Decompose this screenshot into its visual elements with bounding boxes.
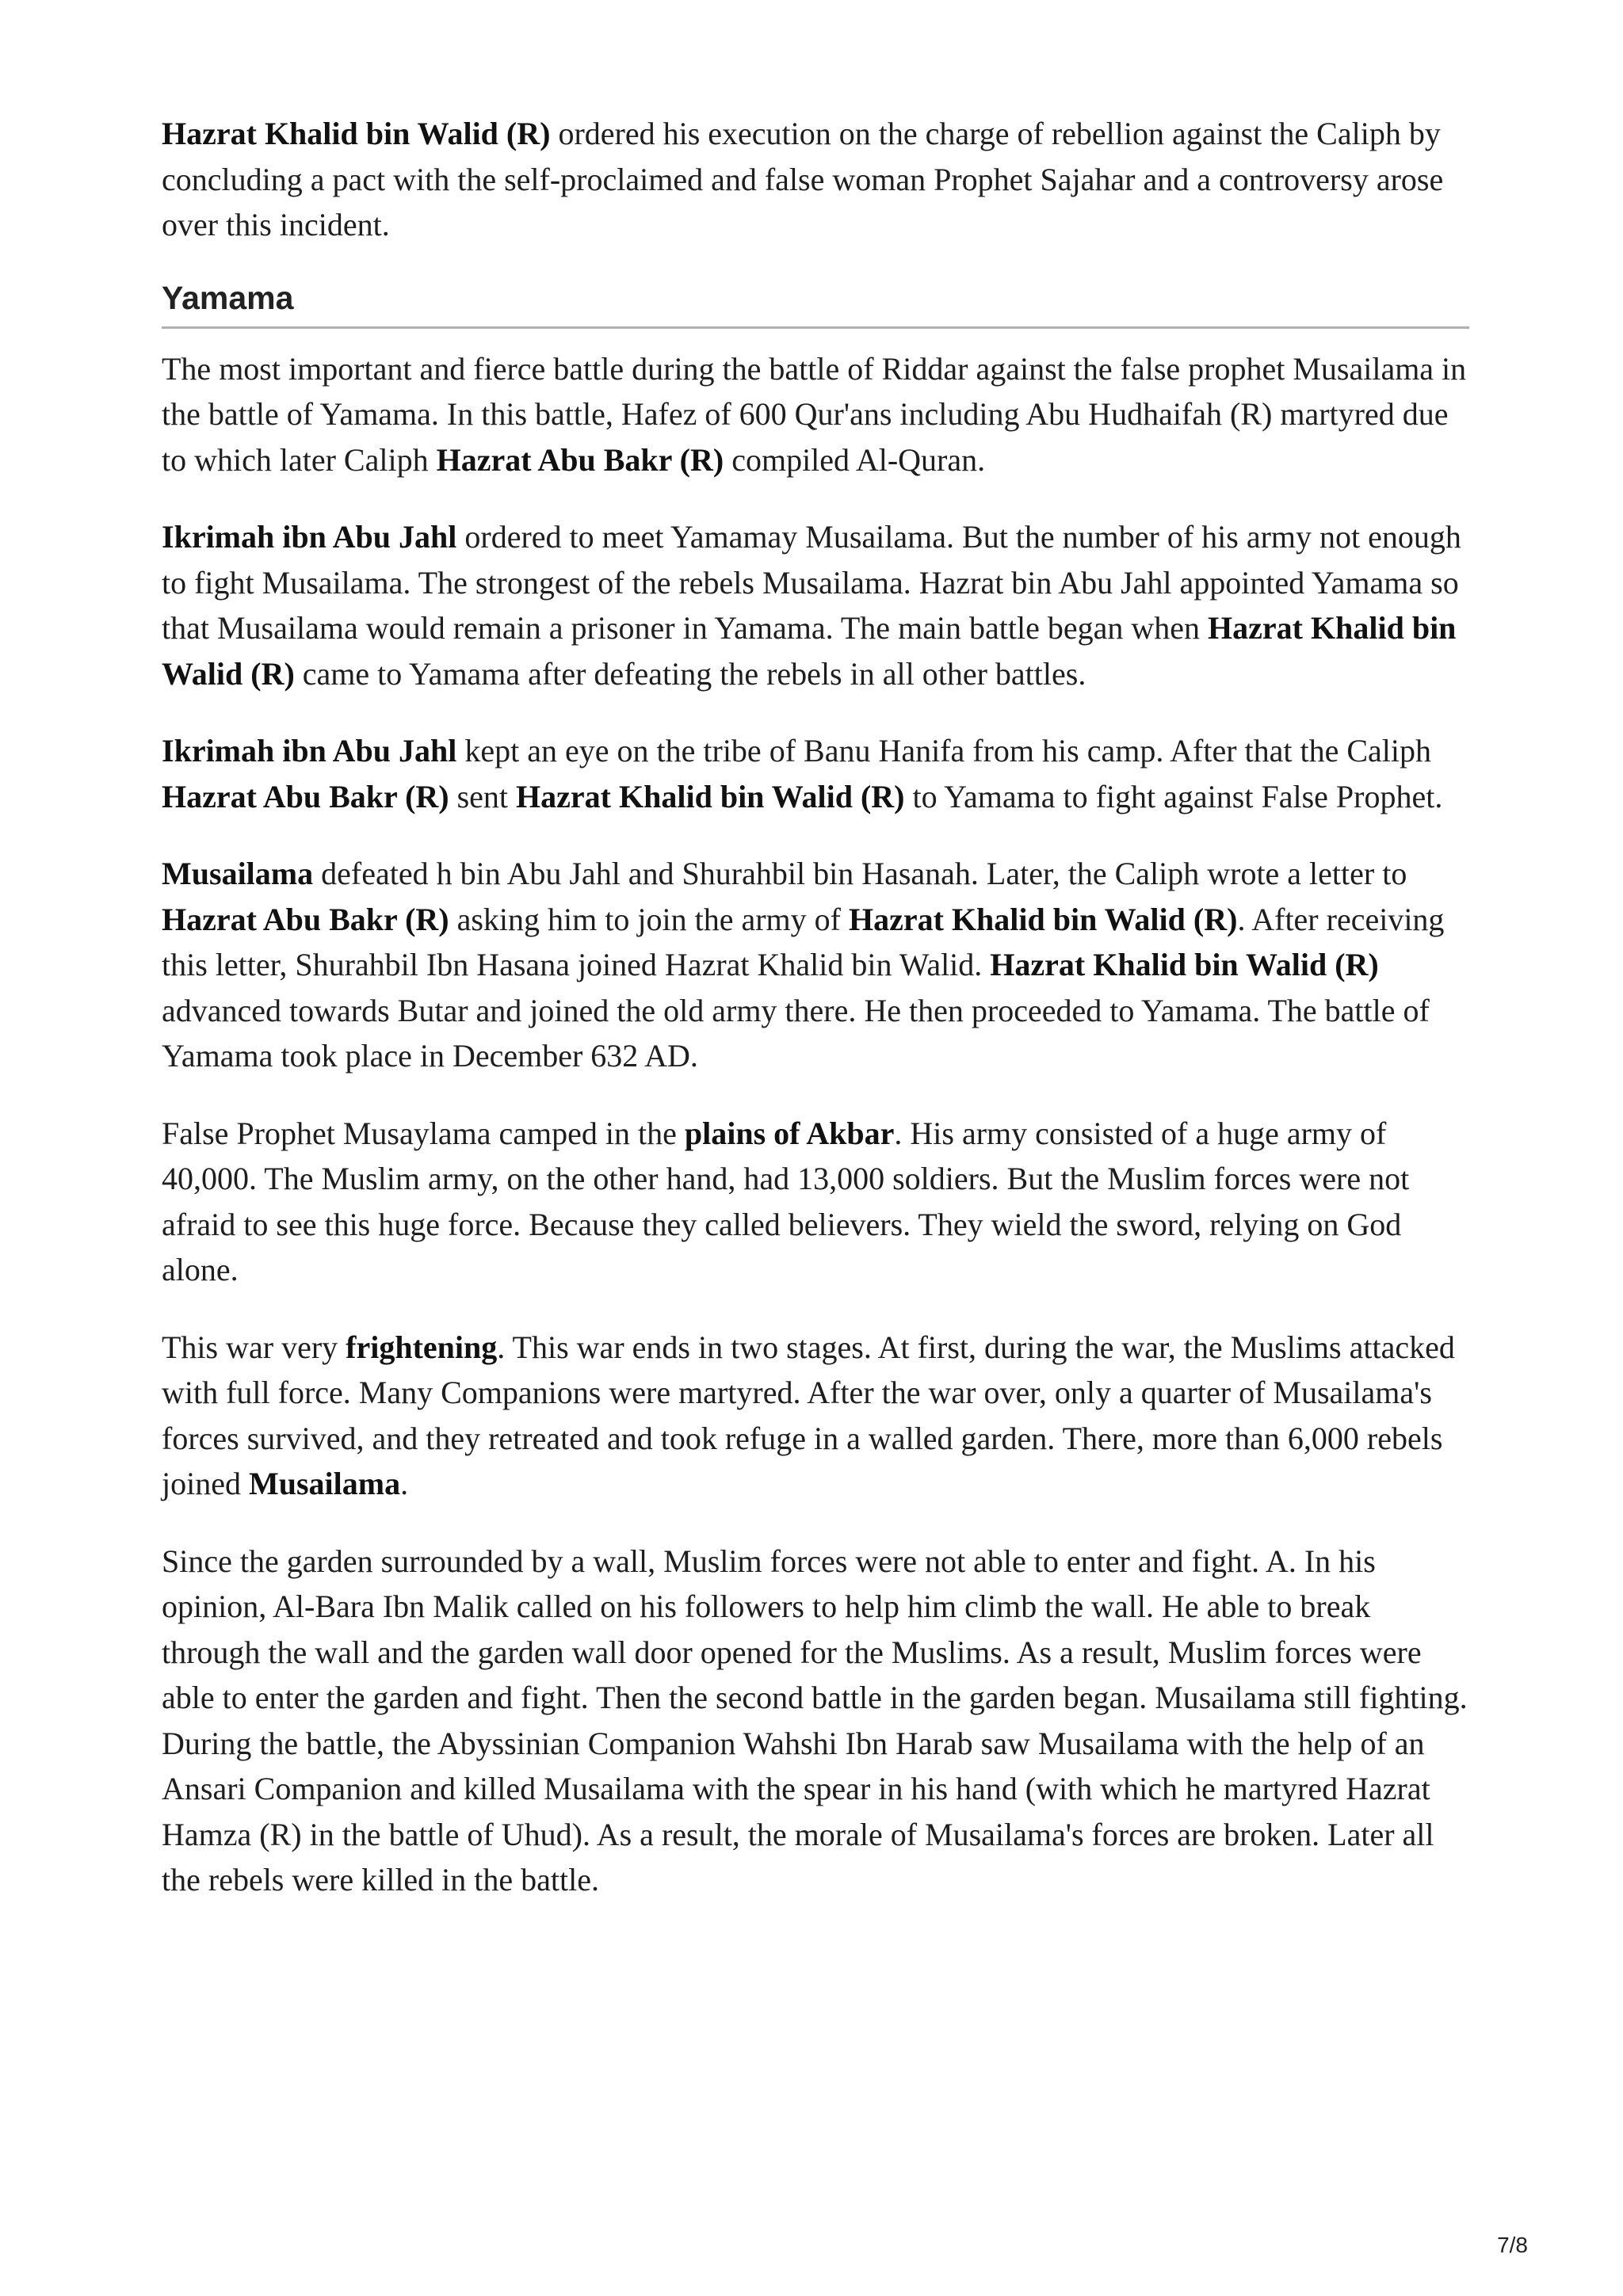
document-page [162,111,1469,1935]
bold-phrase: Ikrimah ibn Abu Jahl [162,733,457,769]
bold-phrase: Ikrimah ibn Abu Jahl [162,519,457,555]
bold-phrase: Hazrat Khalid bin Walid (R) [162,116,551,151]
page-number: 7/8 [1497,2233,1528,2257]
bold-phrase: Hazrat Khalid bin Walid (R) [516,778,905,814]
bold-phrase: frightening [346,1329,498,1365]
paragraph-battle-overview: The most important and fierce battle during the battle of Riddar against the false prophet Musailama in the battle of Yamama. In this battle, Hafez of 600 Qur'ans including Abu Hudhaifah (R) martyred due to which later Caliph Hazrat Abu Bakr (R) compiled Al-Quran. [162,350,1467,478]
bold-phrase: Musailama [162,856,314,891]
paragraph-ikrimah-orders: Ikrimah ibn Abu Jahl ordered to meet Yamamay Musailama. But the number of his army not enough to fight Musailama. The strongest of the rebels Musailama. Hazrat bin Abu Jahl appointed Yamama so that Musailama would remain a prisoner in Yamama. The main battle began when Hazrat Khalid bin Walid (R) came to Yamama after defeating the rebels in all other battles. [162,519,1461,692]
bold-phrase: plains of Akbar [684,1115,895,1151]
bold-phrase: Hazrat Abu Bakr (R) [162,901,449,937]
paragraph-musailama-defeat: Musailama defeated h bin Abu Jahl and Shurahbil bin Hasanah. Later, the Caliph wrote a letter to Hazrat Abu Bakr (R) asking him to join the army of Hazrat Khalid bin Walid (R). After receiving this letter, Shurahbil Ibn Hasana joined Hazrat Khalid bin Walid. Hazrat Khalid bin Walid (R) advanced towards Butar and joined the old army there. He then proceeded to Yamama. The battle of Yamama took place in December 632 AD. [162,856,1445,1074]
bold-phrase: Hazrat Khalid bin Walid (R) [162,610,1457,692]
paragraph-war-stages: This war very frightening. This war ends in two stages. At first, during the war, the Muslims attacked with full force. Many Companions were martyred. After the war over, only a quarter of Musailama's forces survived, and they retreated and took refuge in a walled garden. There, more than 6,000 rebels joined Musailama. [162,1329,1455,1501]
bold-phrase: Musailama [248,1466,401,1501]
bold-phrase: Hazrat Khalid bin Walid (R) [990,947,1379,982]
bold-phrase: Hazrat Khalid bin Walid (R) [848,901,1238,937]
bold-phrase: Hazrat Abu Bakr (R) [162,778,449,814]
paragraph-plains-of-akbar: False Prophet Musaylama camped in the plains of Akbar. His army consisted of a huge army of 40,000. The Muslim army, on the other hand, had 13,000 soldiers. But the Muslim forces were not afraid to see this huge force. Because they called believers. They wield the sword, relying on God alone. [162,1115,1410,1287]
paragraph-ikrimah-camp: Ikrimah ibn Abu Jahl kept an eye on the tribe of Banu Hanifa from his camp. After that the Caliph Hazrat Abu Bakr (R) sent Hazrat Khalid bin Walid (R) to Yamama to fight against False Prophet. [162,733,1443,814]
bold-phrase: Hazrat Abu Bakr (R) [436,441,724,478]
paragraph-garden-battle: Since the garden surrounded by a wall, Muslim forces were not able to enter and fight. A. In his opinion, Al-Bara Ibn Malik called on his followers to help him climb the wall. He able to break through the wall and the garden wall door opened for the Muslims. As a result, Muslim forces were able to enter the garden and fight. Then the second battle in the garden began. Musailama still fighting. During the battle, the Abyssinian Companion Wahshi Ibn Harab saw Musailama with the help of an Ansari Companion and killed Musailama with the spear in his hand (with which he martyred Hazrat Hamza (R) in the battle of Uhud). As a result, the morale of Musailama's forces are broken. Later all the rebels were killed in the battle. [162,1543,1468,1897]
intro-paragraph: Hazrat Khalid bin Walid (R) ordered his execution on the charge of rebellion against the Caliph by concluding a pact with the self-proclaimed and false woman Prophet Sajahar and a controversy arose over this incident. [162,116,1444,242]
section-heading-yamama: Yamama [162,280,1469,329]
